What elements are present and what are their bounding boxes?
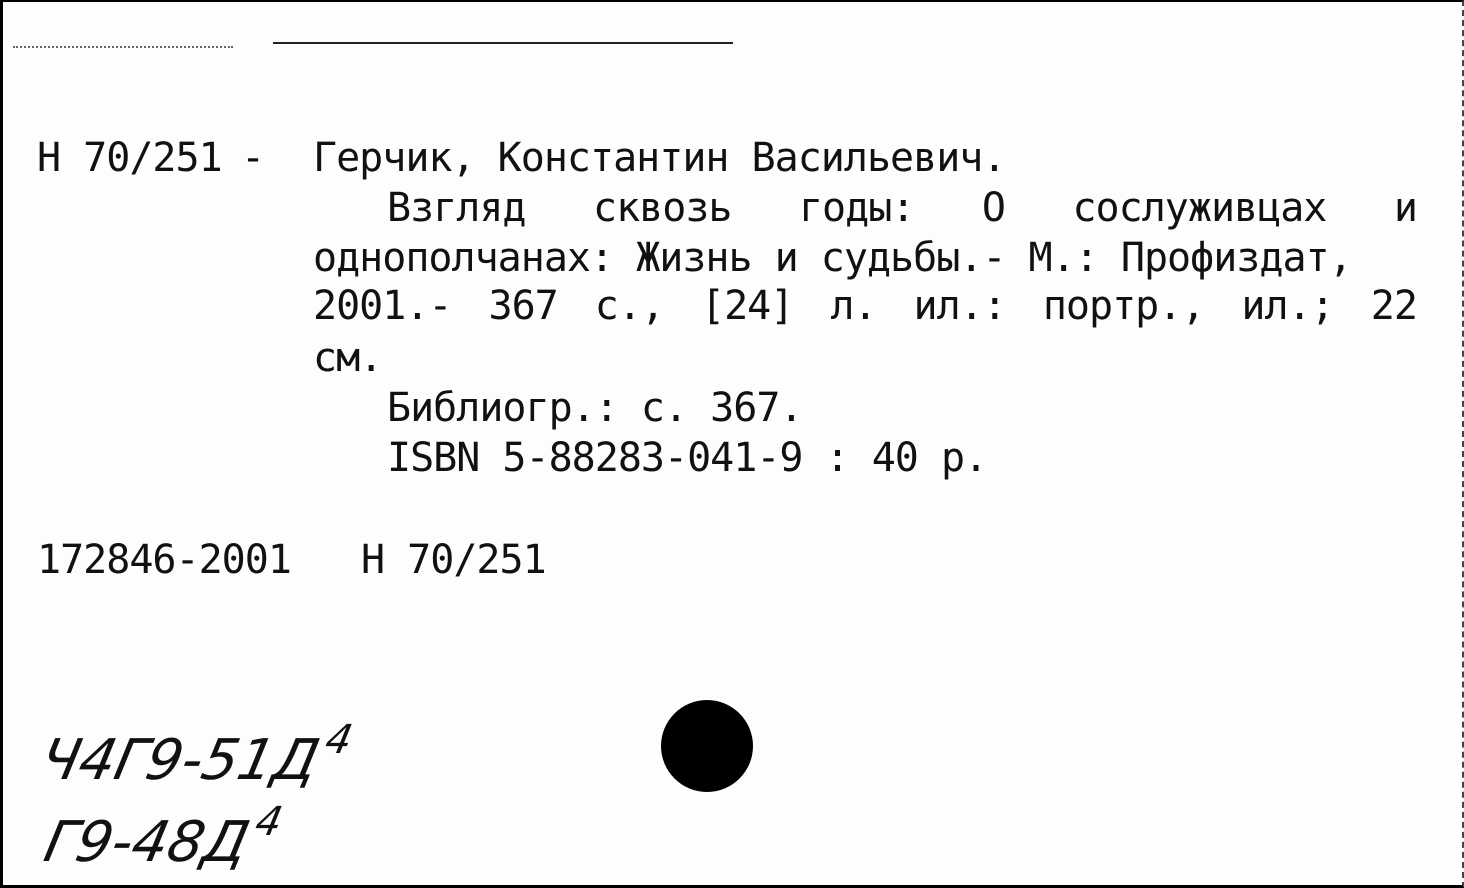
- title-word: ил.;: [1241, 283, 1334, 329]
- title-word: с.,: [594, 283, 664, 329]
- author-heading: Герчик, Константин Васильевич.: [313, 135, 1006, 181]
- handwritten-code: Ч4Г9-51Д: [34, 728, 325, 793]
- top-dotted-rule: [13, 46, 233, 48]
- handwritten-superscript: 4: [251, 799, 287, 845]
- accession-call-number: Н 70/251: [361, 537, 546, 583]
- bibliography-note: Библиогр.: с. 367.: [387, 385, 803, 431]
- title-word: сослуживцах: [1072, 185, 1327, 231]
- call-number-dash: -: [241, 135, 265, 181]
- title-word: ил.:: [913, 283, 1006, 329]
- title-word: О: [981, 185, 1005, 231]
- title-word: 367: [488, 283, 558, 329]
- title-line-3: [313, 283, 1417, 329]
- title-word: Взгляд: [387, 185, 526, 231]
- title-word: годы:: [798, 185, 915, 231]
- punch-hole: [661, 700, 753, 792]
- isbn-price: ISBN 5-88283-041-9 : 40 р.: [387, 435, 988, 481]
- handwritten-code: Г9-48Д: [38, 810, 255, 875]
- handwritten-classification-1: [34, 717, 357, 793]
- title-word: [24]: [701, 283, 794, 329]
- title-word: сквозь: [592, 185, 732, 231]
- title-line-2: однополчанах: Жизнь и судьбы.- М.: Профиздат,: [313, 235, 1352, 281]
- top-rule: [273, 42, 733, 44]
- title-word: 22: [1370, 283, 1417, 329]
- title-word: и: [1393, 185, 1417, 231]
- title-word: л.: [830, 283, 877, 329]
- accession-number: 172846-2001: [37, 537, 291, 583]
- title-word: 2001.-: [313, 283, 452, 329]
- title-line-4: см.: [313, 335, 383, 381]
- handwritten-superscript: 4: [321, 717, 357, 763]
- handwritten-classification-2: [38, 799, 287, 875]
- title-word: портр.,: [1042, 283, 1205, 329]
- call-number: Н 70/251: [37, 135, 222, 181]
- title-line-1: [387, 185, 1417, 231]
